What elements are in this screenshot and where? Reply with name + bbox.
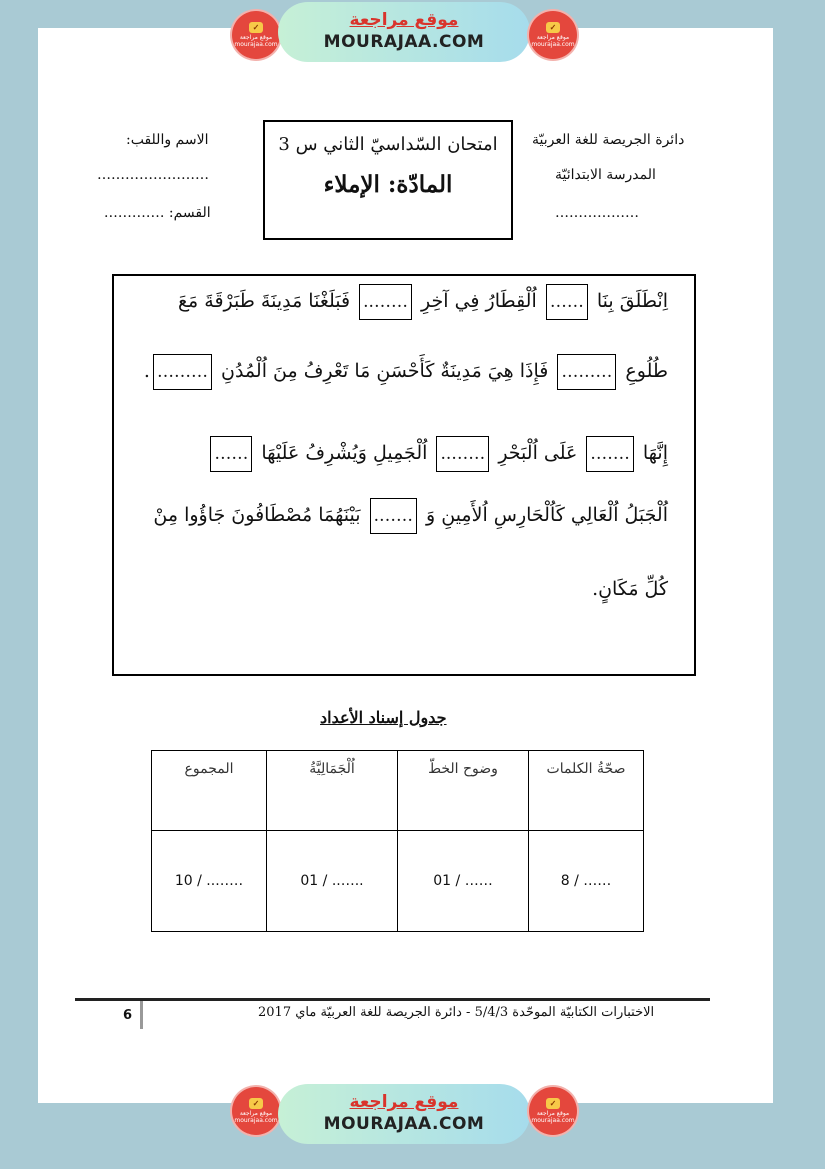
text-line-2: طُلُوعِ ……… فَإِذَا هِيَ مَدِينَةٌ كَأَحْسَنِ مَا تَعْرِفُ مِنَ اُلْمُدُنِ ………. bbox=[144, 354, 668, 390]
directorate-label: دائرة الجريصة للغة العربيّة bbox=[532, 132, 685, 148]
dictation-box bbox=[112, 274, 696, 676]
site-logo-icon: ✓ موقع مراجعة mourajaa.com bbox=[232, 1087, 280, 1135]
blank-box[interactable]: ……. bbox=[370, 498, 417, 534]
header-cell: المجموع bbox=[152, 751, 267, 831]
header-cell: وضوح الخطّ bbox=[398, 751, 529, 831]
site-logo-icon: ✓ موقع مراجعة mourajaa.com bbox=[232, 11, 280, 59]
blank-box[interactable]: ……. bbox=[586, 436, 633, 472]
table-row bbox=[152, 831, 644, 932]
grades-table bbox=[151, 750, 644, 932]
subject-title: المادّة: الإملاء bbox=[323, 171, 453, 198]
blank-box[interactable]: …… bbox=[210, 436, 252, 472]
blank-box[interactable]: ……… bbox=[153, 354, 212, 390]
site-name-latin: MOURAJAA.COM bbox=[323, 32, 485, 52]
score-cell[interactable]: ..….. / 01 bbox=[267, 831, 398, 932]
site-name-latin: MOURAJAA.COM bbox=[323, 1114, 485, 1134]
exam-title-box bbox=[263, 120, 513, 240]
blank-box[interactable]: …….. bbox=[359, 284, 412, 320]
site-logo-icon: ✓ موقع مراجعة mourajaa.com bbox=[529, 1087, 577, 1135]
header-cell: اُلْجَمَالِيَّةُ bbox=[267, 751, 398, 831]
text-line-3: إِنَّهَا ……. عَلَى اُلْبَحْرِ …….. اُلْجَمِيلِ وَيُشْرِفُ عَلَيْهَا …… bbox=[207, 436, 668, 472]
blank-box[interactable]: …….. bbox=[436, 436, 489, 472]
name-dots: …………………… bbox=[97, 167, 209, 183]
footer-text: الاختبارات الكتابيّة الموحّدة 5/4/3 - دائرة الجريصة للغة العربيّة ماي 2017 bbox=[258, 1005, 655, 1020]
site-name-arabic: موقع مراجعة bbox=[349, 1092, 459, 1112]
blank-box[interactable]: ……… bbox=[557, 354, 616, 390]
page-number: 6 bbox=[123, 1008, 133, 1023]
table-header-row bbox=[152, 751, 644, 831]
grades-table-title: جدول إسناد الأعداد bbox=[320, 708, 447, 727]
name-label: الاسم واللقب: bbox=[126, 132, 209, 148]
exam-title: امتحان السّداسيّ الثاني س 3 bbox=[278, 134, 498, 155]
header-cell: صحّةُ الكلمات bbox=[529, 751, 644, 831]
site-name-arabic: موقع مراجعة bbox=[349, 10, 459, 30]
score-cell[interactable]: …….. / 10 bbox=[152, 831, 267, 932]
text-line-5: كُلِّ مَكَانٍ. bbox=[592, 578, 668, 600]
class-label: القسم: …………. bbox=[104, 205, 211, 221]
site-banner[interactable] bbox=[278, 1084, 530, 1144]
text-line-1: اِنْطَلَقَ بِنَا …… اُلْقِطَارُ فِي آخِرِ …….. فَبَلَغْنَا مَدِينَةَ طَبَرْقَةَ مَعَ bbox=[178, 284, 668, 320]
site-banner[interactable] bbox=[278, 2, 530, 62]
text-line-4: اُلْجَبَلُ اُلْعَالِي كَاُلْحَارِسِ اُلأَمِينِ وَ ……. بَيْنَهُمَا مُصْطَافُونَ جَاؤُوا مِنْ bbox=[153, 498, 668, 534]
score-cell[interactable]: …… / 01 bbox=[398, 831, 529, 932]
site-logo-icon: ✓ موقع مراجعة mourajaa.com bbox=[529, 11, 577, 59]
footer-divider bbox=[75, 998, 710, 1001]
school-dots: ……………… bbox=[555, 205, 639, 221]
footer-divider bbox=[140, 1001, 143, 1029]
score-cell[interactable]: …… / 8 bbox=[529, 831, 644, 932]
blank-box[interactable]: …… bbox=[546, 284, 588, 320]
school-label: المدرسة الابتدائيّة bbox=[555, 167, 656, 183]
